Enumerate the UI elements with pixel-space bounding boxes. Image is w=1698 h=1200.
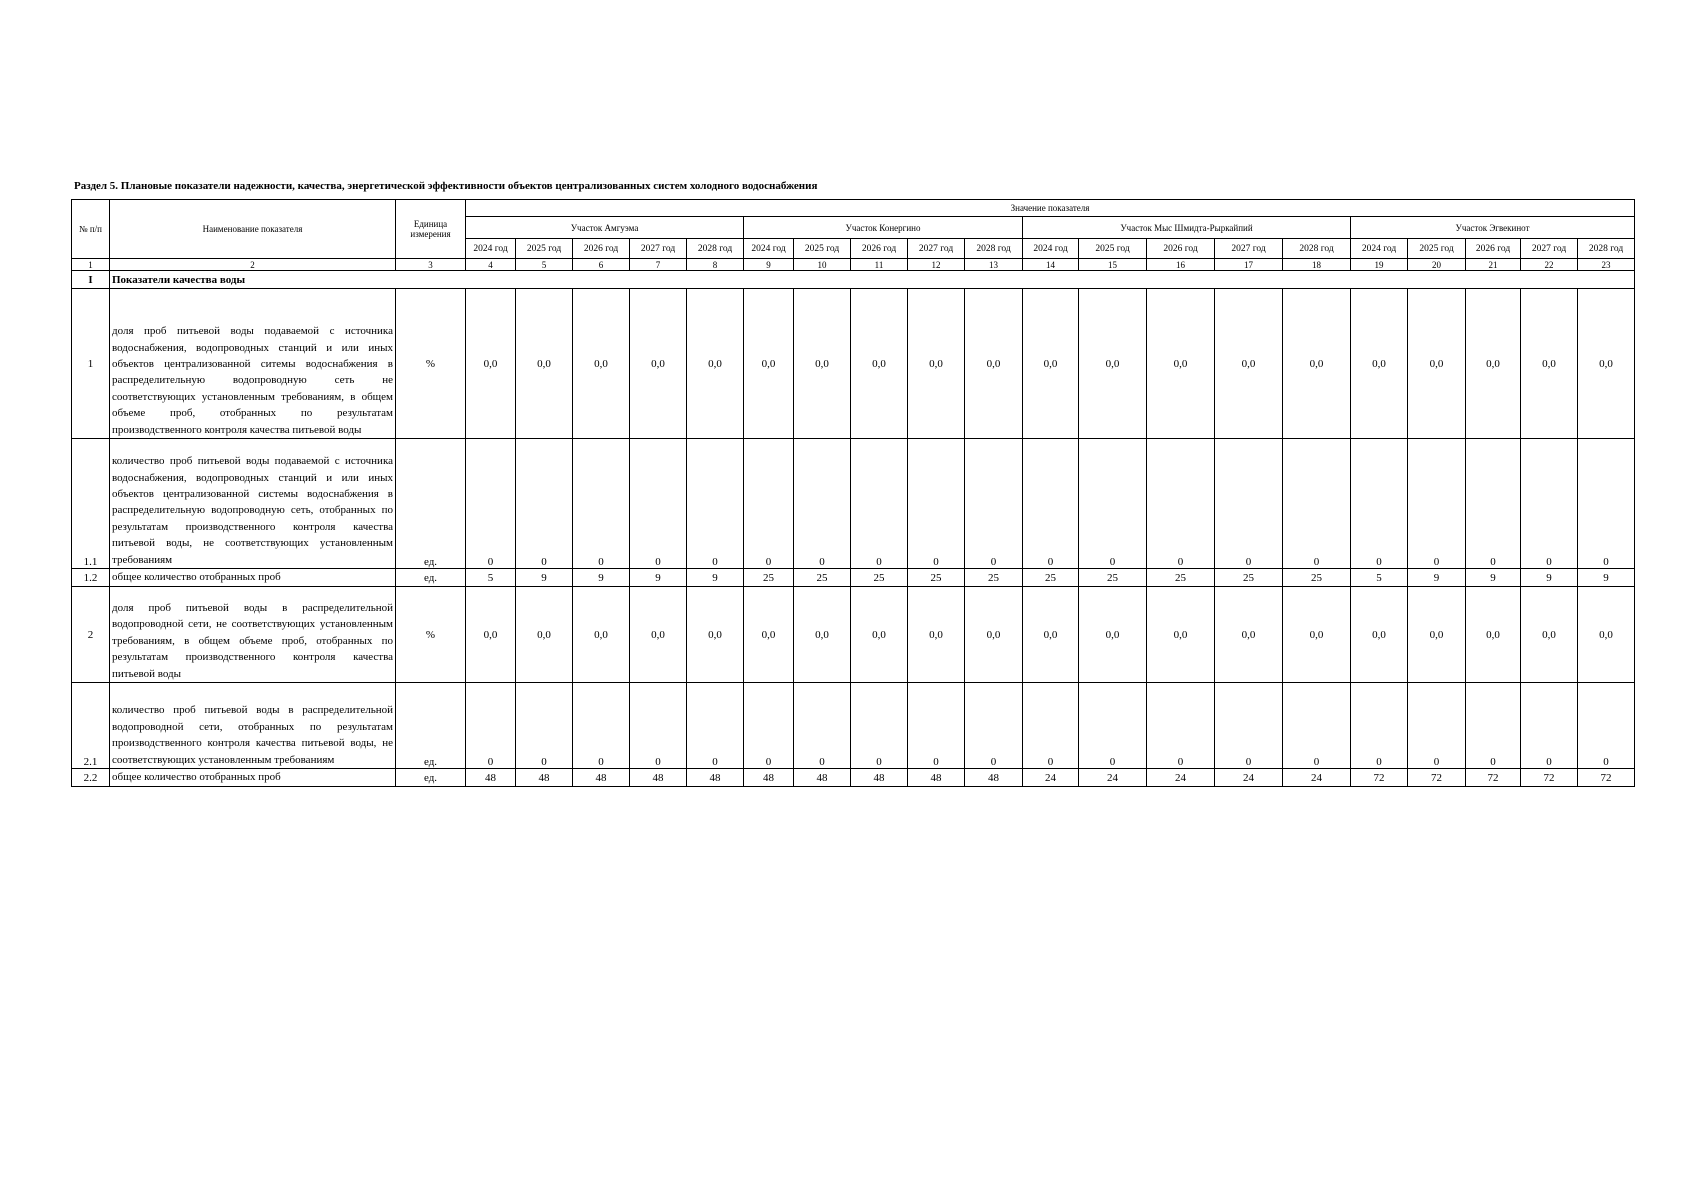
row-value: 0 (794, 683, 851, 769)
row-num: 2.1 (72, 683, 110, 769)
row-value: 0 (965, 683, 1023, 769)
row-value: 0 (744, 683, 794, 769)
row-value: 0,0 (1023, 289, 1079, 439)
row-value: 0 (1215, 439, 1283, 569)
column-number: 13 (965, 259, 1023, 271)
row-value: 0 (1521, 683, 1578, 769)
row-value: 72 (1408, 769, 1466, 787)
row-value: 0,0 (1466, 587, 1521, 683)
row-value: 0,0 (1215, 587, 1283, 683)
header-year: 2024 год (1351, 239, 1408, 259)
row-value: 0,0 (744, 587, 794, 683)
row-value: 0,0 (1521, 289, 1578, 439)
row-value: 0,0 (466, 587, 516, 683)
table-row (72, 587, 1635, 683)
header-year: 2024 год (466, 239, 516, 259)
row-value: 0 (794, 439, 851, 569)
row-value: 48 (744, 769, 794, 787)
row-value: 25 (965, 569, 1023, 587)
row-value: 0 (1079, 683, 1147, 769)
row-value: 25 (851, 569, 908, 587)
column-number: 22 (1521, 259, 1578, 271)
row-value: 0 (573, 439, 630, 569)
row-value: 0,0 (1408, 587, 1466, 683)
row-value: 0,0 (1283, 289, 1351, 439)
header-year: 2024 год (744, 239, 794, 259)
table-row (72, 683, 1635, 769)
row-value: 0 (1466, 683, 1521, 769)
header-year: 2028 год (1283, 239, 1351, 259)
row-value: 0 (851, 439, 908, 569)
row-name: доля проб питьевой воды подаваемой с источника водоснабжения, водопроводных станций и или иных объектов централизованной ситемы водоснабжения в распределительную водопроводную сеть не соответствующих установленным требованиям, в общем объеме проб, отобранных по результатам производственного контроля качества питьевой воды (110, 289, 396, 439)
header-year: 2028 год (687, 239, 744, 259)
row-value: 0 (851, 683, 908, 769)
column-number: 4 (466, 259, 516, 271)
row-value: 25 (744, 569, 794, 587)
row-value: 0,0 (1408, 289, 1466, 439)
column-number: 15 (1079, 259, 1147, 271)
row-value: 0 (516, 439, 573, 569)
header-year: 2028 год (965, 239, 1023, 259)
row-value: 48 (851, 769, 908, 787)
row-num: 2 (72, 587, 110, 683)
row-value: 5 (1351, 569, 1408, 587)
row-name: количество проб питьевой воды подаваемой с источника водоснабжения, водопроводных станций и или иных объектов централизованной системы водоснабжения в распределительную водопроводную сеть, отобранных по результатам производственного контроля качества питьевой воды, не соответствующих установленным требованиям (110, 439, 396, 569)
header-column-numbers (72, 259, 1635, 271)
row-value: 72 (1466, 769, 1521, 787)
row-value: 0,0 (1147, 587, 1215, 683)
row-value: 0,0 (1147, 289, 1215, 439)
row-value: 0,0 (516, 289, 573, 439)
header-year: 2026 год (573, 239, 630, 259)
row-value: 48 (516, 769, 573, 787)
row-value: 48 (908, 769, 965, 787)
row-value: 0 (1408, 439, 1466, 569)
row-name: общее количество отобранных проб (110, 769, 396, 787)
column-number: 16 (1147, 259, 1215, 271)
table-row (72, 289, 1635, 439)
row-value: 9 (1408, 569, 1466, 587)
row-value: 24 (1283, 769, 1351, 787)
row-value: 0 (466, 683, 516, 769)
header-name: Наименование показателя (110, 200, 396, 259)
column-number: 3 (396, 259, 466, 271)
row-unit: ед. (396, 769, 466, 787)
row-value: 0,0 (1079, 289, 1147, 439)
row-value: 0 (1408, 683, 1466, 769)
row-value: 25 (1215, 569, 1283, 587)
header-num: № п/п (72, 200, 110, 259)
row-unit: ед. (396, 569, 466, 587)
row-value: 0 (466, 439, 516, 569)
row-value: 25 (908, 569, 965, 587)
column-number: 7 (630, 259, 687, 271)
column-number: 21 (1466, 259, 1521, 271)
row-value: 0,0 (744, 289, 794, 439)
row-num: 2.2 (72, 769, 110, 787)
row-value: 48 (794, 769, 851, 787)
row-value: 0,0 (851, 587, 908, 683)
row-value: 72 (1578, 769, 1635, 787)
row-value: 0 (1466, 439, 1521, 569)
row-value: 24 (1023, 769, 1079, 787)
row-value: 0,0 (573, 289, 630, 439)
column-number: 20 (1408, 259, 1466, 271)
row-value: 0 (1023, 439, 1079, 569)
row-value: 5 (466, 569, 516, 587)
row-value: 9 (630, 569, 687, 587)
row-value: 0,0 (794, 587, 851, 683)
header-year: 2025 год (794, 239, 851, 259)
section-row (72, 271, 1635, 289)
row-value: 25 (1283, 569, 1351, 587)
row-value: 0,0 (1023, 587, 1079, 683)
row-unit: ед. (396, 439, 466, 569)
row-value: 0 (744, 439, 794, 569)
row-value: 0,0 (516, 587, 573, 683)
row-value: 0,0 (1079, 587, 1147, 683)
row-value: 9 (516, 569, 573, 587)
header-year: 2025 год (1408, 239, 1466, 259)
row-value: 72 (1521, 769, 1578, 787)
row-value: 0 (573, 683, 630, 769)
column-number: 19 (1351, 259, 1408, 271)
row-value: 0 (1351, 683, 1408, 769)
row-value: 72 (1351, 769, 1408, 787)
row-value: 0 (630, 683, 687, 769)
header-site: Участок Эгвекинот (1351, 217, 1635, 239)
header-year: 2027 год (1215, 239, 1283, 259)
header-year: 2027 год (630, 239, 687, 259)
row-num: 1.2 (72, 569, 110, 587)
row-value: 0 (687, 683, 744, 769)
row-value: 0,0 (851, 289, 908, 439)
row-name: общее количество отобранных проб (110, 569, 396, 587)
row-value: 0 (1079, 439, 1147, 569)
row-value: 0 (1521, 439, 1578, 569)
column-number: 5 (516, 259, 573, 271)
row-value: 48 (630, 769, 687, 787)
row-value: 0,0 (965, 587, 1023, 683)
row-value: 0 (1147, 683, 1215, 769)
row-value: 0 (965, 439, 1023, 569)
row-value: 0,0 (1466, 289, 1521, 439)
row-value: 0,0 (965, 289, 1023, 439)
column-number: 2 (110, 259, 396, 271)
column-number: 11 (851, 259, 908, 271)
header-year: 2026 год (1147, 239, 1215, 259)
section-name: Показатели качества воды (110, 271, 1635, 289)
row-value: 0 (630, 439, 687, 569)
row-value: 9 (573, 569, 630, 587)
header-year: 2026 год (851, 239, 908, 259)
header-value: Значение показателя (466, 200, 1635, 217)
column-number: 10 (794, 259, 851, 271)
row-value: 48 (466, 769, 516, 787)
row-value: 0,0 (687, 587, 744, 683)
row-value: 0,0 (1351, 587, 1408, 683)
header-year: 2024 год (1023, 239, 1079, 259)
row-value: 48 (965, 769, 1023, 787)
row-unit: % (396, 587, 466, 683)
row-value: 24 (1147, 769, 1215, 787)
row-value: 25 (1023, 569, 1079, 587)
column-number: 12 (908, 259, 965, 271)
row-value: 0 (908, 439, 965, 569)
table-row (72, 769, 1635, 787)
row-value: 0,0 (687, 289, 744, 439)
row-value: 24 (1215, 769, 1283, 787)
table-row (72, 439, 1635, 569)
indicators-table (71, 199, 1635, 787)
row-value: 0,0 (908, 587, 965, 683)
row-value: 0 (516, 683, 573, 769)
row-value: 0,0 (794, 289, 851, 439)
row-value: 9 (1521, 569, 1578, 587)
row-value: 25 (794, 569, 851, 587)
column-number: 9 (744, 259, 794, 271)
column-number: 1 (72, 259, 110, 271)
column-number: 18 (1283, 259, 1351, 271)
header-year: 2025 год (1079, 239, 1147, 259)
header-unit: Единица измерения (396, 200, 466, 259)
section-num: I (72, 271, 110, 289)
row-value: 0,0 (573, 587, 630, 683)
row-value: 25 (1147, 569, 1215, 587)
row-value: 0,0 (1578, 587, 1635, 683)
section-title: Раздел 5. Плановые показатели надежности, качества, энергетической эффективности объектов централизованных систем холодного водоснабжения (74, 180, 818, 192)
column-number: 23 (1578, 259, 1635, 271)
row-value: 0 (1147, 439, 1215, 569)
row-value: 0 (908, 683, 965, 769)
header-site: Участок Амгуэма (466, 217, 744, 239)
header-year: 2027 год (908, 239, 965, 259)
row-value: 0,0 (630, 587, 687, 683)
row-value: 0,0 (1578, 289, 1635, 439)
header-site: Участок Конергино (744, 217, 1023, 239)
row-name: количество проб питьевой воды в распределительной водопроводной сети, отобранных по результатам производственного контроля качества питьевой воды, не соответствующих установленным требованиям (110, 683, 396, 769)
row-value: 0,0 (1351, 289, 1408, 439)
header-year: 2027 год (1521, 239, 1578, 259)
row-value: 25 (1079, 569, 1147, 587)
row-value: 48 (687, 769, 744, 787)
row-value: 0 (1283, 683, 1351, 769)
row-num: 1 (72, 289, 110, 439)
header-year: 2026 год (1466, 239, 1521, 259)
row-value: 0 (1283, 439, 1351, 569)
row-num: 1.1 (72, 439, 110, 569)
table-row (72, 569, 1635, 587)
column-number: 17 (1215, 259, 1283, 271)
row-value: 0 (1351, 439, 1408, 569)
row-value: 0,0 (908, 289, 965, 439)
row-value: 0 (1215, 683, 1283, 769)
row-value: 0 (1578, 683, 1635, 769)
row-value: 9 (687, 569, 744, 587)
row-value: 24 (1079, 769, 1147, 787)
row-unit: % (396, 289, 466, 439)
row-value: 0,0 (1215, 289, 1283, 439)
row-value: 0 (1578, 439, 1635, 569)
column-number: 14 (1023, 259, 1079, 271)
row-value: 0 (687, 439, 744, 569)
row-value: 0,0 (1283, 587, 1351, 683)
row-value: 0 (1023, 683, 1079, 769)
row-value: 0,0 (1521, 587, 1578, 683)
row-value: 0,0 (630, 289, 687, 439)
column-number: 6 (573, 259, 630, 271)
header-year: 2028 год (1578, 239, 1635, 259)
row-unit: ед. (396, 683, 466, 769)
column-number: 8 (687, 259, 744, 271)
row-value: 9 (1578, 569, 1635, 587)
header-site: Участок Мыс Шмидта-Рыркайпий (1023, 217, 1351, 239)
row-value: 9 (1466, 569, 1521, 587)
row-value: 48 (573, 769, 630, 787)
row-name: доля проб питьевой воды в распределительной водопроводной сети, не соответствующих установленным требованиям, в общем объеме проб, отобранных по результатам производственного контроля качества питьевой воды (110, 587, 396, 683)
header-year: 2025 год (516, 239, 573, 259)
row-value: 0,0 (466, 289, 516, 439)
